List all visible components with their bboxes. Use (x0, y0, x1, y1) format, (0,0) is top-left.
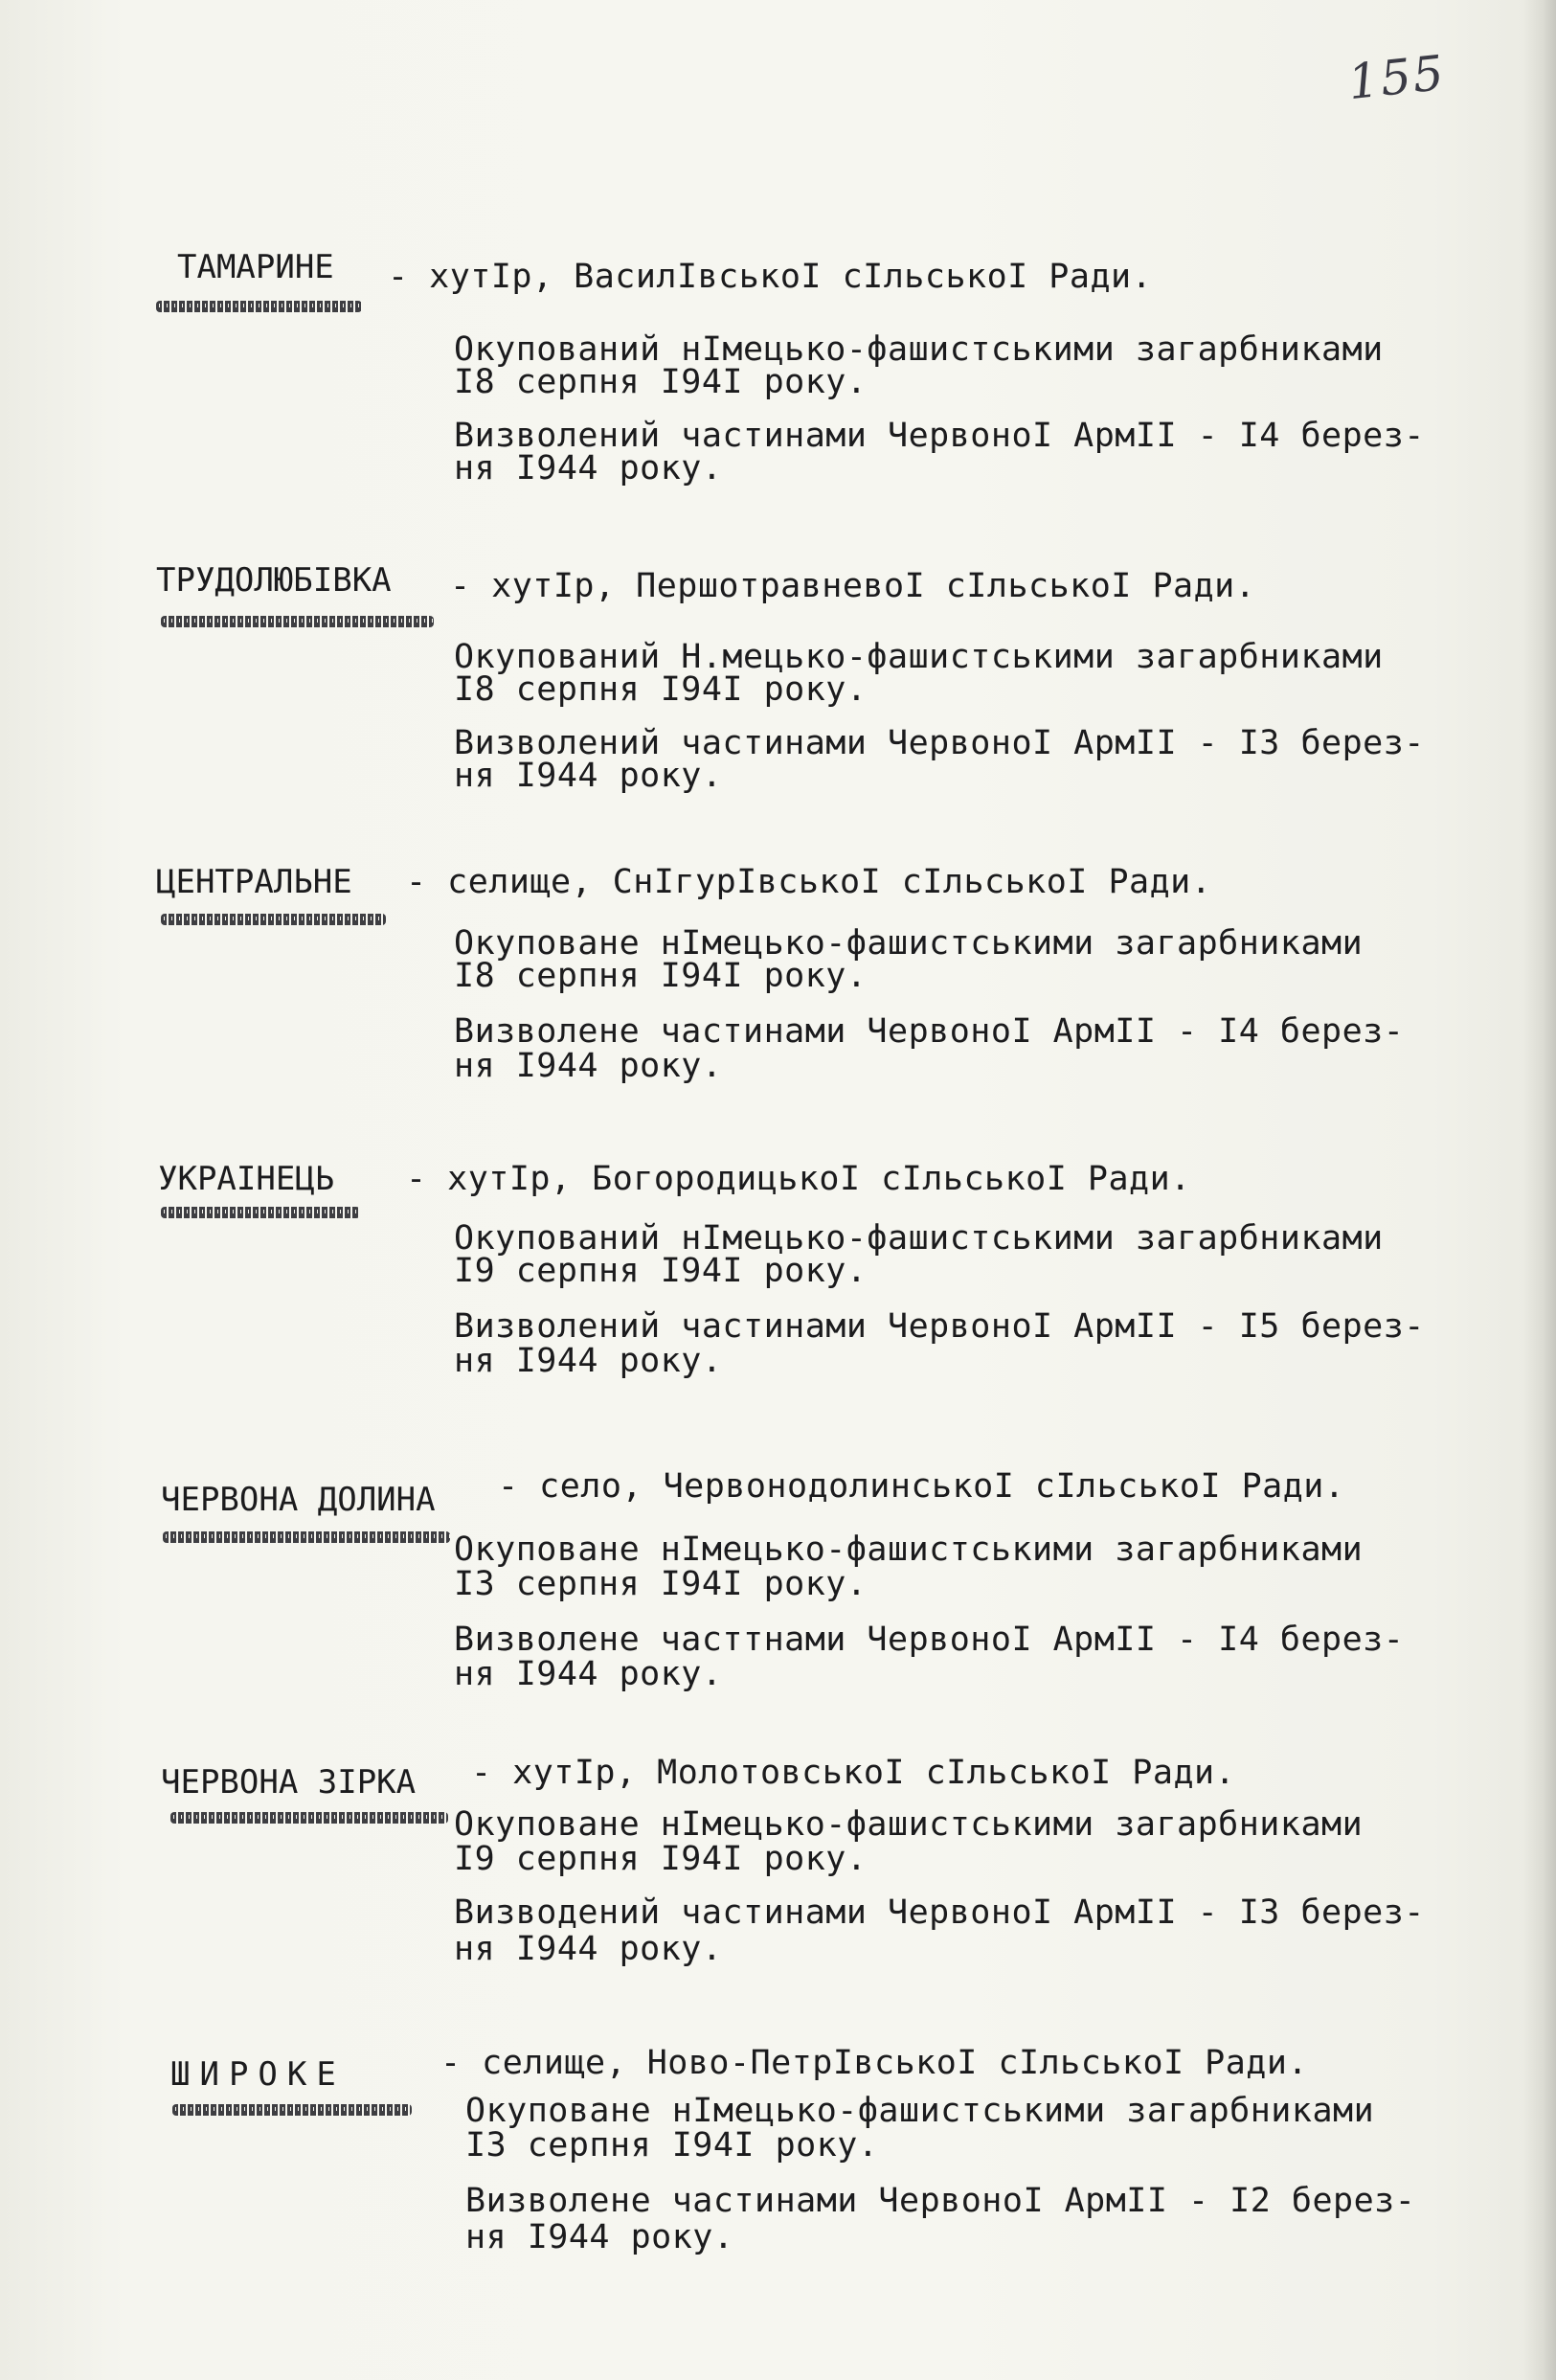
liberated-line-1: Визволений частинами ЧервоноІ АрмІІ - ІЗ берез- (454, 724, 1425, 762)
page-edge-shadow (1523, 0, 1556, 2380)
settlement-type: - селище, СнІгурІвськоІ сІльськоІ Ради. (406, 863, 1212, 901)
occupied-line-1: Окуповане нІмецько-фашистськими загарбниками (454, 1805, 1364, 1844)
liberated-line-1: Визволене частинами ЧервоноІ АрмІІ - І4 берез- (454, 1012, 1405, 1051)
occupied-line-2: І9 серпня І94І року. (454, 1252, 868, 1290)
settlement-name: ШИРОКЕ (170, 2055, 346, 2094)
entry-heading (161, 1480, 436, 1520)
liberated-line-1: Визволене часттнами ЧервоноІ АрмІІ - І4 берез- (454, 1621, 1405, 1659)
liberated-line-2: ня І944 року. (454, 1655, 723, 1693)
settlement-type: - хутІр, ВасилІвськоІ сІльськоІ Ради. (388, 258, 1153, 296)
liberated-line-2: ня І944 року. (454, 1047, 723, 1085)
settlement-type: - хутІр, ПершотравневоІ сІльськоІ Ради. (450, 567, 1256, 605)
page-number: 155 (1345, 44, 1449, 111)
entry-heading (158, 1159, 334, 1199)
liberated-line-1: Визволене частинами ЧервоноІ АрмІІ - І2 берез- (465, 2182, 1416, 2220)
occupied-line-2: І8 серпня І94І року. (454, 363, 868, 401)
occupied-line-2: І8 серпня І94І року. (454, 670, 868, 709)
name-underline (172, 2104, 412, 2116)
liberated-line-2: ня І944 року. (454, 1930, 723, 1968)
liberated-line-2: ня І944 року. (454, 1342, 723, 1380)
occupied-line-1: Окупований Н.мецько-фашистськими загарбниками (454, 638, 1384, 676)
entry-heading (161, 1762, 416, 1802)
settlement-type: - хутІр, БогородицькоІ сІльськоІ Ради. (406, 1160, 1191, 1198)
liberated-line-2: ня І944 року. (454, 449, 723, 487)
occupied-line-1: Окупований нІмецько-фашистськими загарбниками (454, 1219, 1384, 1258)
settlement-type: - селище, Ново-ПетрІвськоІ сІльськоІ Ради. (440, 2044, 1309, 2082)
liberated-line-1: Визволений частинами ЧервоноІ АрмІІ - І5 берез- (454, 1307, 1425, 1346)
occupied-line-1: Окуповане нІмецько-фашистськими загарбниками (465, 2092, 1375, 2130)
occupied-line-2: І9 серпня І94І року. (454, 1840, 868, 1878)
settlement-type: - хутІр, МолотовськоІ сІльськоІ Ради. (471, 1754, 1236, 1792)
liberated-line-1: Визводений частинами ЧервоноІ АрмІІ - ІЗ берез- (454, 1893, 1425, 1932)
entry-heading (177, 247, 397, 287)
settlement-name: УКРАІНЕЦЬ (158, 1160, 335, 1198)
settlement-name: ТАМАРИНЕ (177, 248, 334, 286)
name-underline (161, 914, 386, 925)
occupied-line-1: Окупований нІмецько-фашистськими загарбниками (454, 330, 1384, 369)
occupied-line-1: Окуповане нІмецько-фашистськими загарбниками (454, 1530, 1364, 1569)
entry-heading (170, 2054, 346, 2095)
settlement-name: ЦЕНТРАЛЬНЕ (156, 863, 352, 901)
entry-heading (156, 560, 392, 601)
settlement-name: ТРУДОЛЮБІВКА (156, 561, 392, 600)
settlement-name: ЧЕРВОНА ДОЛИНА (161, 1481, 436, 1519)
name-underline (161, 1207, 360, 1218)
occupied-line-1: Окуповане нІмецько-фашистськими загарбниками (454, 924, 1364, 963)
liberated-line-2: ня І944 року. (454, 757, 723, 795)
settlement-name: ЧЕРВОНА ЗІРКА (161, 1763, 417, 1802)
liberated-line-1: Визволений частинами ЧервоноІ АрмІІ - І4 берез- (454, 417, 1425, 455)
name-underline (163, 1531, 450, 1543)
name-underline (170, 1812, 448, 1824)
occupied-line-2: І8 серпня І94І року. (454, 957, 868, 995)
entry-heading (156, 862, 352, 902)
name-underline (156, 301, 362, 312)
name-underline (161, 616, 434, 627)
occupied-line-2: ІЗ серпня І94І року. (465, 2126, 879, 2165)
liberated-line-2: ня І944 року. (465, 2218, 734, 2256)
occupied-line-2: ІЗ серпня І94І року. (454, 1565, 868, 1603)
settlement-type: - село, ЧервонодолинськоІ сІльськоІ Ради. (498, 1467, 1345, 1506)
